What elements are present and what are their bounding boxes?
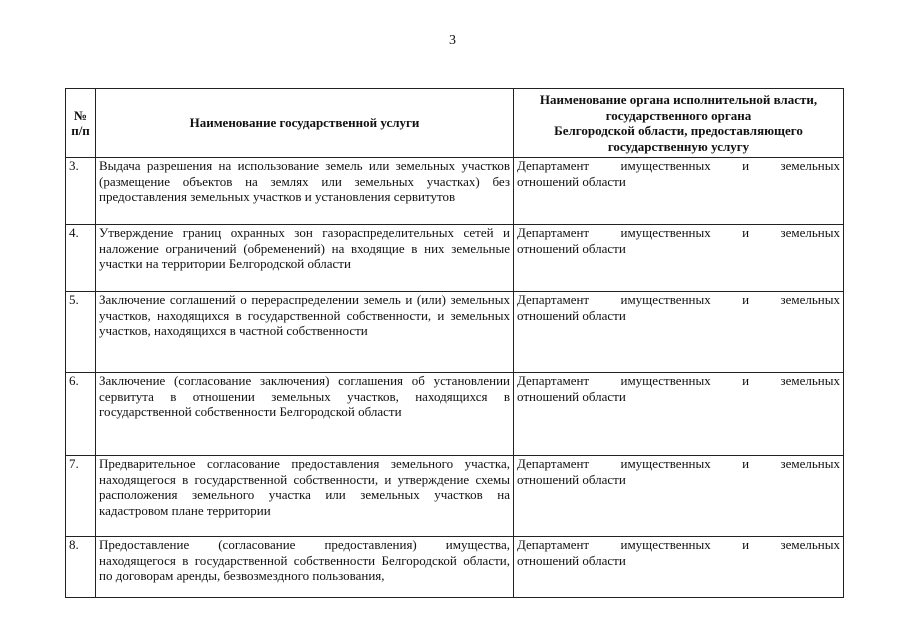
services-table: [65, 88, 844, 598]
authority-line: отношений области: [517, 388, 626, 404]
authority-word: Департамент: [517, 373, 590, 388]
row-number: 3.: [66, 158, 96, 225]
authority-word: и: [742, 225, 750, 240]
authority-word: имущественных: [620, 373, 711, 388]
table-row: [66, 456, 844, 537]
page-number: 3: [449, 33, 456, 48]
authority-line: отношений области: [517, 307, 626, 323]
header-number: [66, 89, 96, 158]
authority-word: имущественных: [620, 537, 711, 552]
authority-word: и: [742, 158, 750, 173]
authority-word: и: [742, 537, 750, 552]
authority-line: [517, 456, 840, 472]
service-name: Заключение (согласование заключения) соглашения об установлении сервитута в отношении земельных участков, находящихся в государственной собственности Белгородской области: [96, 373, 514, 456]
authority-line: [517, 225, 840, 241]
table-header-row: [66, 89, 844, 158]
authority-word: Департамент: [517, 456, 590, 471]
header-service-name: Наименование государственной услуги: [96, 89, 514, 158]
service-name: Предварительное согласование предоставления земельного участка, находящегося в государственной собственности, и утверждение схемы расположения земельного участка или земельных участков на кадастровом плане территории: [96, 456, 514, 537]
authority-word: земельных: [780, 537, 840, 552]
table-row: [66, 537, 844, 598]
authority-word: Департамент: [517, 158, 590, 173]
row-number: 6.: [66, 373, 96, 456]
authority-word: и: [742, 373, 750, 388]
row-number: 7.: [66, 456, 96, 537]
authority-line: [517, 292, 840, 308]
authority-line: отношений области: [517, 240, 626, 256]
authority-word: Департамент: [517, 537, 590, 552]
authority-name: [514, 456, 844, 537]
header-number-line: п/п: [71, 123, 90, 138]
header-authority-name: [514, 89, 844, 158]
authority-word: земельных: [780, 225, 840, 240]
service-name: Утверждение границ охранных зон газораспределительных сетей и наложение ограничений (обременений) на входящие в них земельные участки на территории Белгородской области: [96, 225, 514, 292]
authority-line: [517, 537, 840, 553]
authority-line: отношений области: [517, 552, 626, 568]
authority-name: [514, 225, 844, 292]
authority-word: имущественных: [620, 225, 711, 240]
header-authority-line: государственную услугу: [607, 138, 750, 154]
header-authority-line: Белгородской области, предоставляющего: [554, 123, 803, 138]
authority-word: имущественных: [620, 456, 711, 471]
authority-word: земельных: [780, 456, 840, 471]
authority-word: земельных: [780, 373, 840, 388]
authority-line: [517, 158, 840, 174]
authority-word: земельных: [780, 292, 840, 307]
header-number-line: №: [73, 107, 88, 123]
header-authority-line: Наименование органа исполнительной власти,: [539, 92, 818, 107]
service-name: Выдача разрешения на использование земель или земельных участков (размещение объектов на землях или земельных участках) без предоставления земельных участков и установления сервитутов: [96, 158, 514, 225]
authority-word: и: [742, 456, 750, 471]
table-row: [66, 373, 844, 456]
authority-word: и: [742, 292, 750, 307]
table-row: [66, 158, 844, 225]
row-number: 5.: [66, 292, 96, 373]
authority-name: [514, 292, 844, 373]
authority-word: Департамент: [517, 225, 590, 240]
row-number: 8.: [66, 537, 96, 598]
authority-word: Департамент: [517, 292, 590, 307]
authority-name: [514, 158, 844, 225]
authority-name: [514, 537, 844, 598]
header-authority-line: государственного органа: [605, 107, 752, 123]
service-name: Заключение соглашений о перераспределении земель и (или) земельных участков, находящихся в государственной собственности, и земельных участков, находящихся в частной собственности: [96, 292, 514, 373]
table-row: [66, 292, 844, 373]
table-row: [66, 225, 844, 292]
authority-word: земельных: [780, 158, 840, 173]
authority-word: имущественных: [620, 158, 711, 173]
service-name: Предоставление (согласование предоставления) имущества, находящегося в государственной собственности Белгородской области, по договорам аренды, безвозмездного пользования,: [96, 537, 514, 598]
authority-line: [517, 373, 840, 389]
authority-word: имущественных: [620, 292, 711, 307]
authority-line: отношений области: [517, 471, 626, 487]
authority-name: [514, 373, 844, 456]
row-number: 4.: [66, 225, 96, 292]
authority-line: отношений области: [517, 173, 626, 189]
